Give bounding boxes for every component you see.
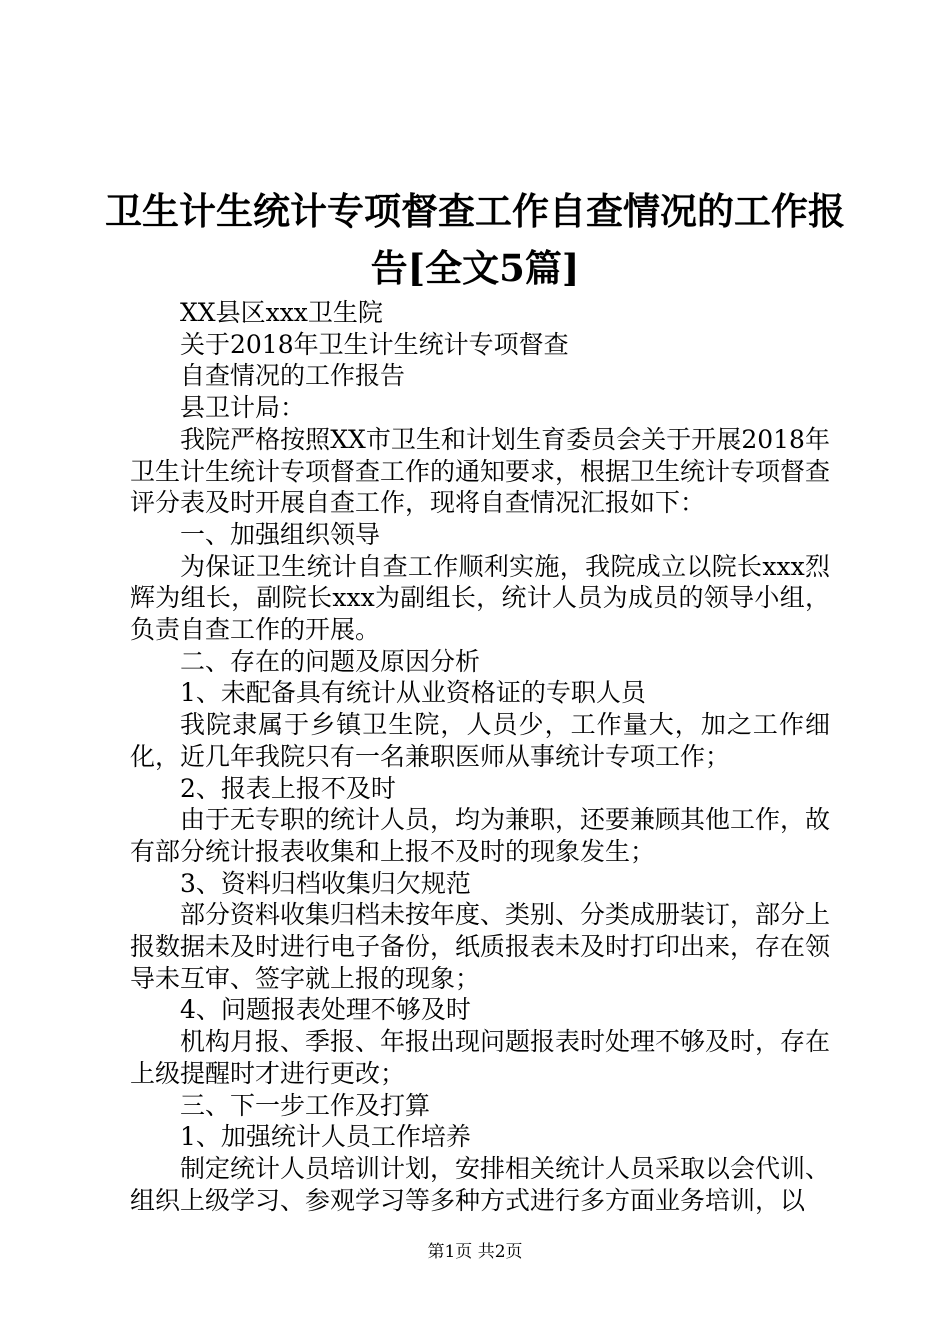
section-heading: 一、加强组织领导 xyxy=(180,519,381,549)
subsection-heading: 1、未配备具有统计从业资格证的专职人员 xyxy=(180,678,646,708)
paragraph: 县卫计局： xyxy=(180,393,306,423)
paragraph: 自查情况的工作报告 xyxy=(180,361,406,391)
paragraph: XX县区xxx卫生院 xyxy=(180,298,383,327)
section-heading: 三、下一步工作及打算 xyxy=(180,1090,431,1120)
document-body xyxy=(130,297,830,1216)
paragraph: 由于无专职的统计人员，均为兼职，还要兼顾其他工作，故有部分统计报表收集和上报不及时的现象发生； xyxy=(130,805,831,866)
page-footer: 第1页 共2页 xyxy=(427,1242,523,1262)
paragraph: 制定统计人员培训计划，安排相关统计人员采取以会代训、组织上级学习、参观学习等多种方式进行多方面业务培训，以 xyxy=(130,1153,831,1215)
paragraph: 我院隶属于乡镇卫生院，人员少，工作量大，加之工作细化，近几年我院只有一名兼职医师从事统计专项工作； xyxy=(130,710,830,771)
section-heading: 二、存在的问题及原因分析 xyxy=(180,646,481,676)
paragraph: 为保证卫生统计自查工作顺利实施，我院成立以院长xxx烈辉为组长，副院长xxx为副组长，统计人员为成员的领导小组，负责自查工作的开展。 xyxy=(130,551,830,645)
document-title-line-1: 卫生计生统计专项督查工作自查情况的工作报 xyxy=(105,189,845,233)
paragraph: 机构月报、季报、年报出现问题报表时处理不够及时，存在上级提醒时才进行更改； xyxy=(130,1027,831,1088)
subsection-heading: 3、资料归档收集归欠规范 xyxy=(180,868,471,898)
subsection-heading: 4、问题报表处理不够及时 xyxy=(180,995,471,1025)
paragraph: 我院严格按照XX市卫生和计划生育委员会关于开展2018年卫生计生统计专项督查工作的通知要求，根据卫生统计专项督查评分表及时开展自查工作，现将自查情况汇报如下： xyxy=(130,424,831,518)
subsection-heading: 1、加强统计人员工作培养 xyxy=(180,1122,471,1152)
paragraph: 部分资料收集归档未按年度、类别、分类成册装订，部分上报数据未及时进行电子备份，纸质报表未及时打印出来，存在领导未互审、签字就上报的现象； xyxy=(130,900,831,993)
paragraph: 关于2018年卫生计生统计专项督查 xyxy=(180,329,569,359)
document-title-line-2: 告[全文5篇] xyxy=(370,246,580,290)
subsection-heading: 2、报表上报不及时 xyxy=(180,773,396,803)
